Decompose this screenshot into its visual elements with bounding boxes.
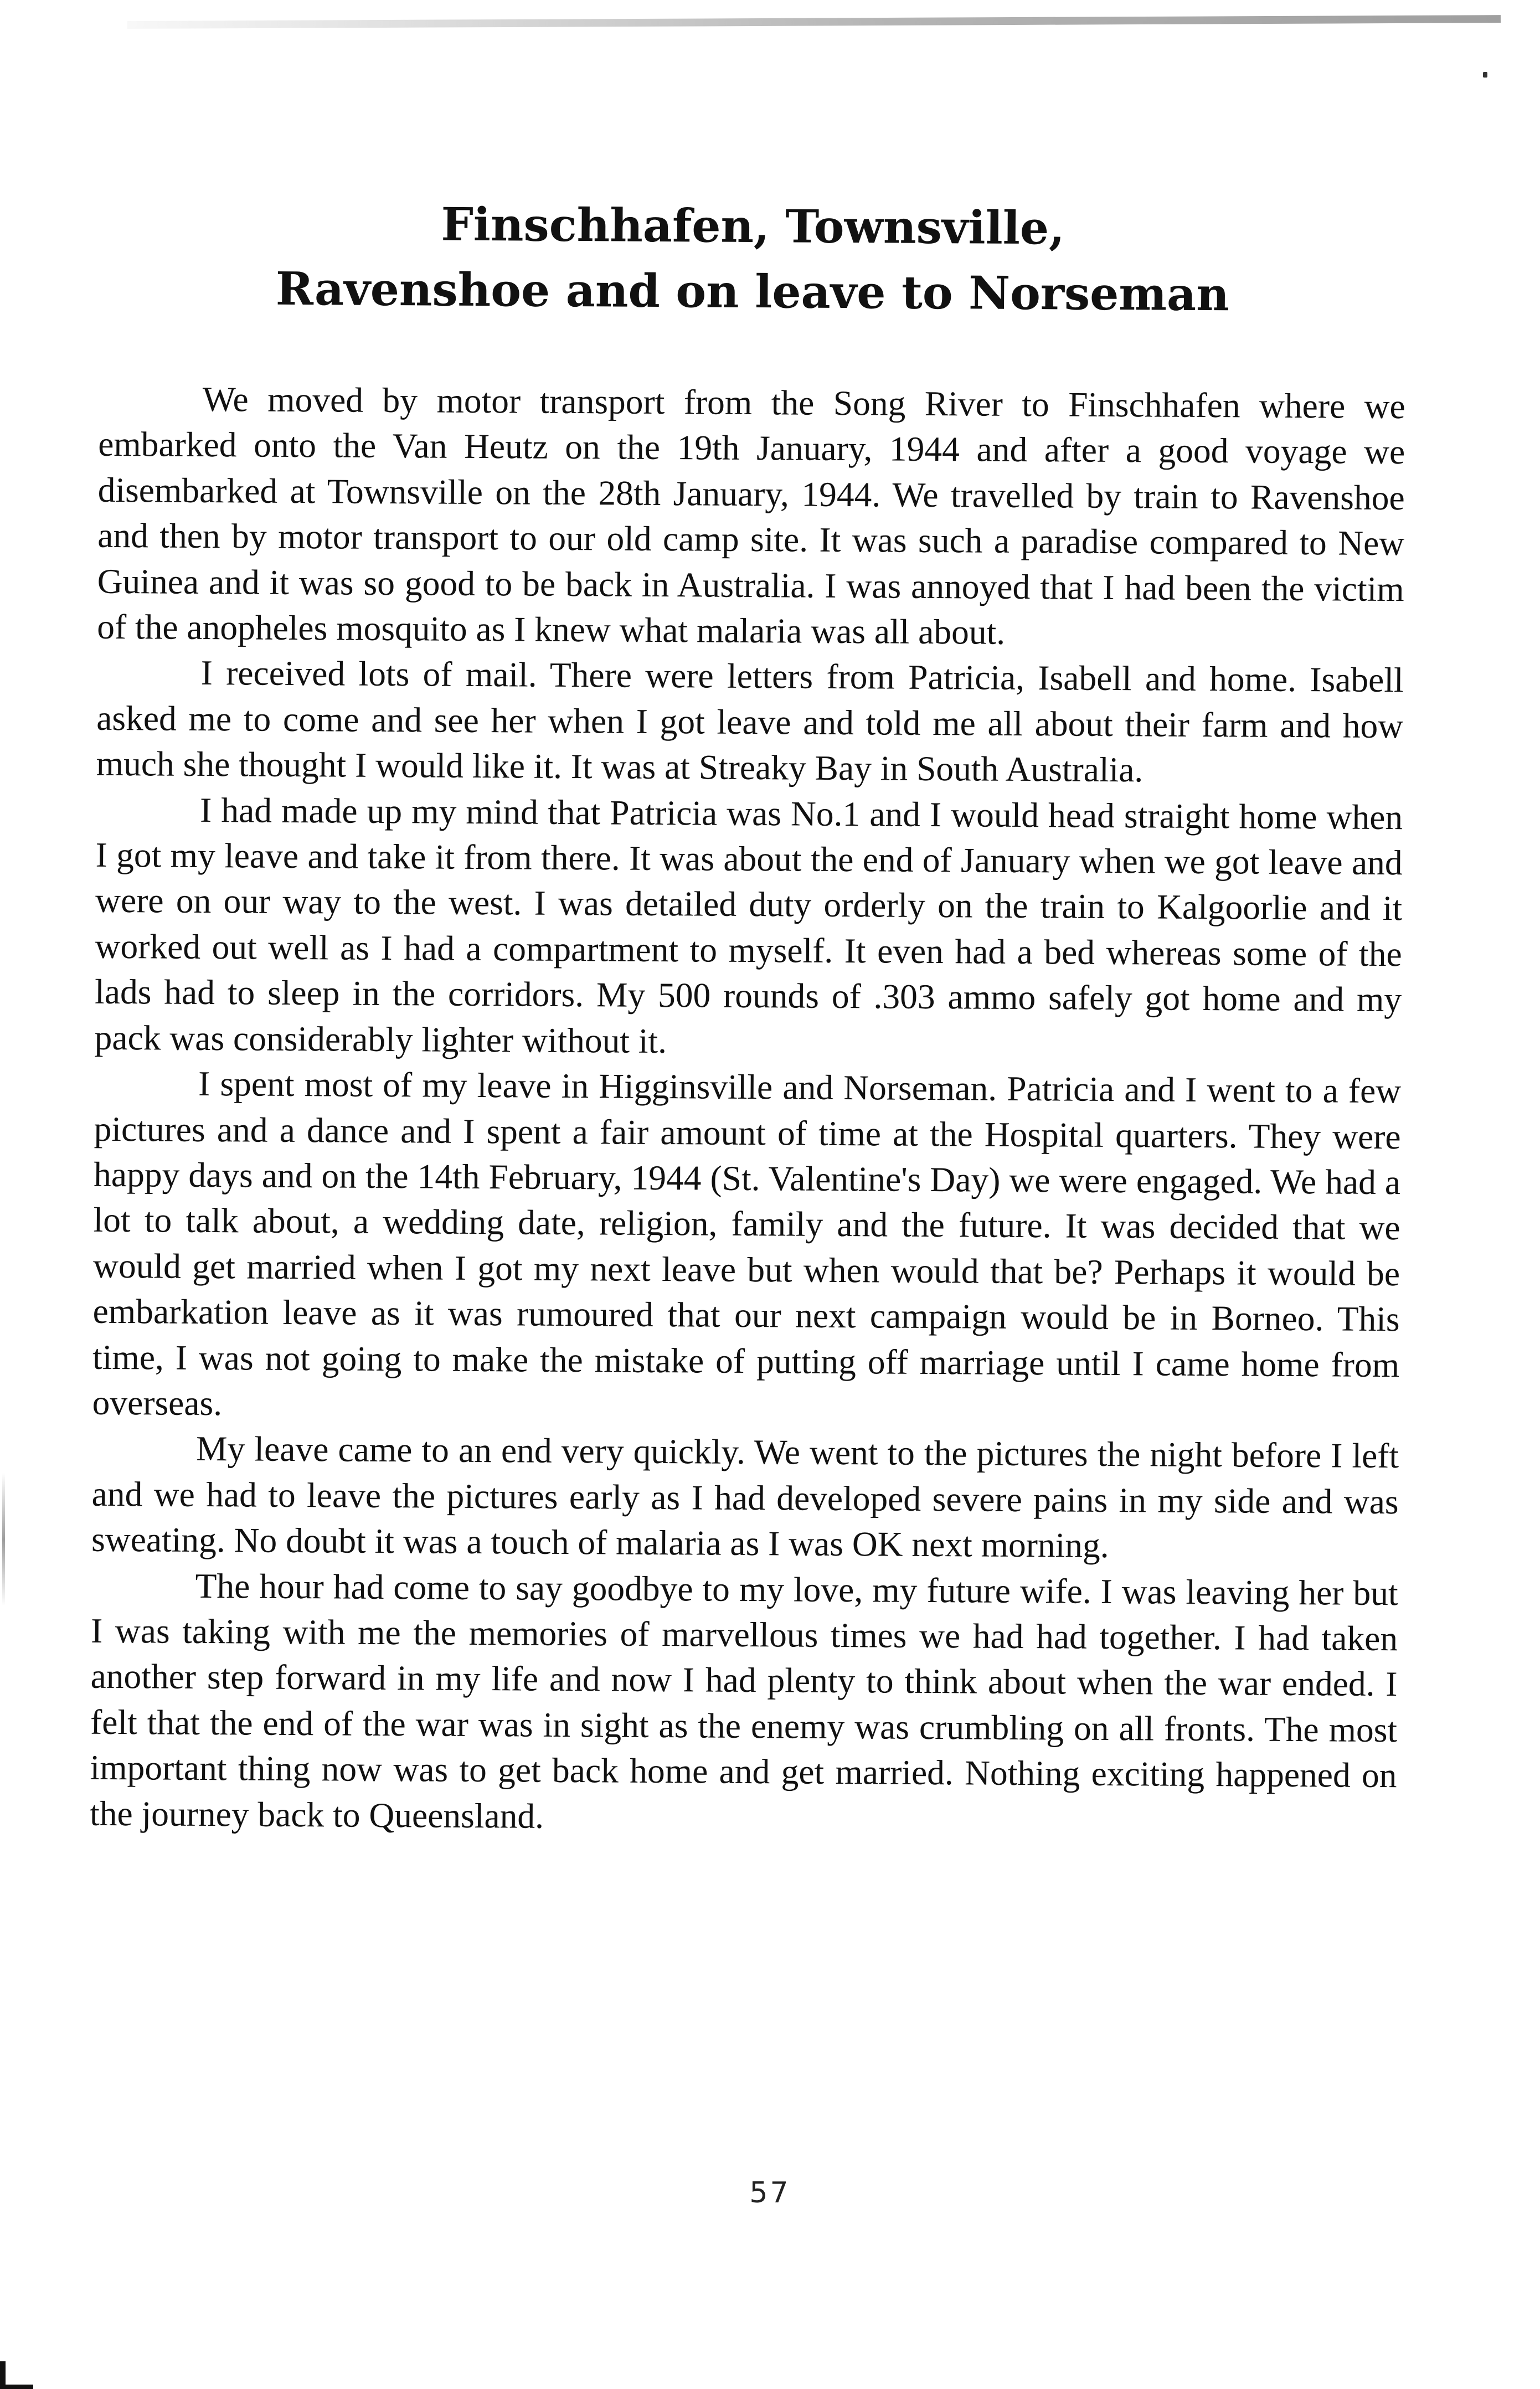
chapter-title-line-2: Ravenshoe and on leave to Norseman [275,262,1230,322]
scan-corner-mark [0,2361,33,2389]
chapter-title [99,190,1407,328]
paragraph-2: I received lots of mail. There were letters from Patricia, Isabell and home. Isabell asked me to come and see her when I got leave and told me all about their farm and how much she thought I would like it. It was at Streaky Bay in South Australia. [96,653,1404,790]
scan-top-shadow [127,15,1501,29]
document-page [90,190,1407,1844]
paragraph-5: My leave came to an end very quickly. We went to the pictures the night before I left and we had to leave the pictures early as I had developed severe pains in my side and was sweating. No doubt it was a touch of malaria as I was OK next morning. [91,1429,1399,1566]
paragraph-1: We moved by motor transport from the Song River to Finschhafen where we embarked onto the Van Heutz on the 19th January, 1944 and after a good voyage we disembarked at Townsville on the 28th January, 1944. We travelled by train to Ravenshoe and then by motor transport to our old camp site. It was such a paradise compared to New Guinea and it was so good to be back in Australia. I was annoyed that I had been the victim of the anopheles mosquito as I knew what malaria was all about. [96,379,1405,652]
body-text [90,376,1405,1844]
scan-speck [1483,72,1487,78]
paragraph-3: I had made up my mind that Patricia was No.1 and I would head straight home when I got my leave and take it from there. It was about the end of January when we got leave and were on our way to the west. I was detailed duty orderly on the train to Kalgoorlie and it worked out well as I had a compartment to myself. It even had a bed whereas some of the lads had to sleep in the corridors. My 500 rounds of .303 ammo safely got home and my pack was considerably lighter without it. [94,790,1403,1060]
page-number: 57 [749,2176,791,2210]
paragraph-6: The hour had come to say goodbye to my love, my future wife. I was leaving her but I was taking with me the memories of marvellous times we had had together. I had taken another step forward in my life and now I had plenty to think about when the war ended. I felt that the end of the war was in sight as the enemy was crumbling on all fronts. The most important thing now was to get back home and get married. Nothing exciting happened on the journey back to Queensland. [89,1566,1398,1836]
paragraph-4: I spent most of my leave in Higginsville and Norseman. Patricia and I went to a few pictures and a dance and I spent a fair amount of time at the Hospital quarters. They were happy days and on the 14th February, 1944 (St. Valentine's Day) we were engaged. We had a lot to talk about, a wedding date, religion, family and the future. It was decided that we would get married when I got my next leave but when would that be? Perhaps it would be embarkation leave as it was rumoured that our next campaign would be in Borneo. This time, I was not going to make the mistake of putting off marriage until I came home from overseas. [92,1064,1402,1423]
chapter-title-line-1: Finschhafen, Townsville, [441,198,1065,255]
scan-left-edge [2,1473,5,1606]
